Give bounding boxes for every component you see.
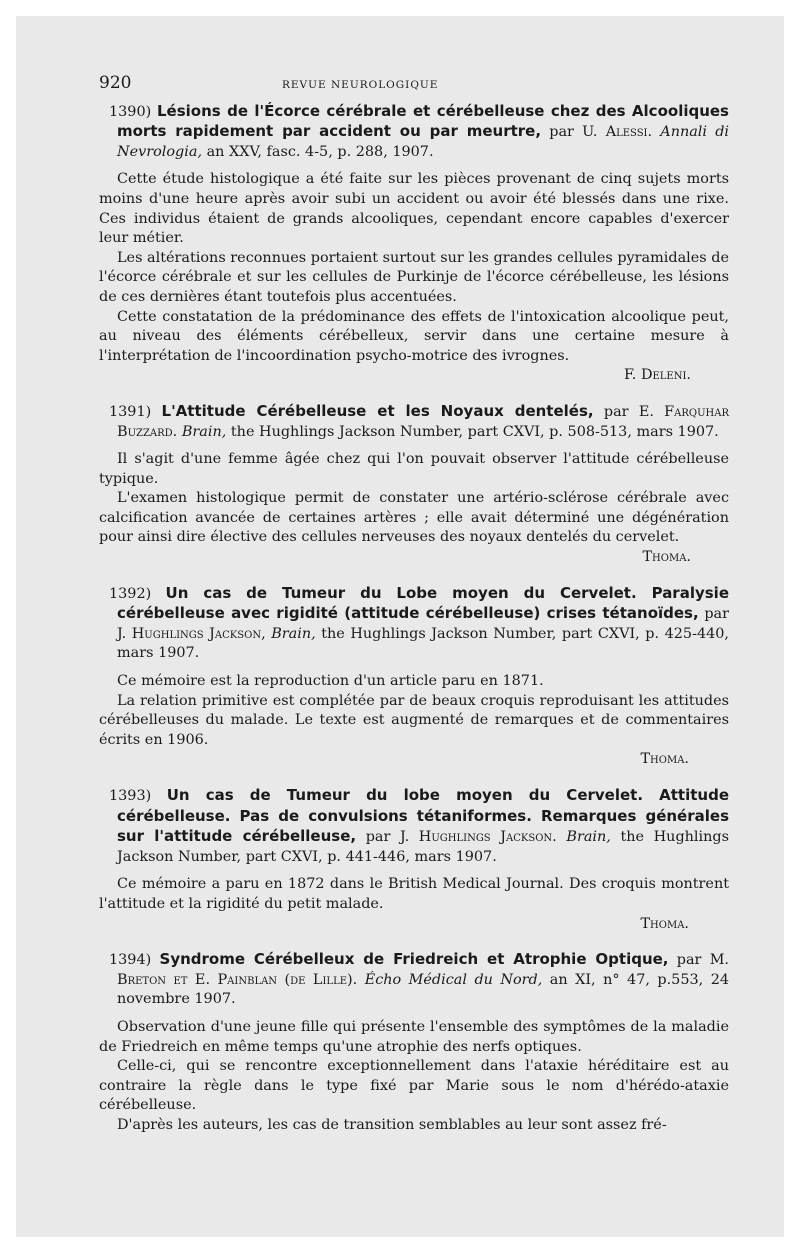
entry-heading: 1391) L'Attitude Cérébelleuse et les Noyaux dentelés, par E. Farquhar Buzzard. Brain, the Hughlings Jackson Number, part CXVI, p. 508-513, mars 1907. [109,401,729,440]
entry-source: Brain, [271,625,316,642]
entry-details: the Hughlings Jackson Number, part CXVI, p. 425-440, mars 1907. [117,625,729,662]
entry-heading: 1392) Un cas de Tumeur du Lobe moyen du Cervelet. Paralysie cérébelleuse avec rigidité (attitude cérébelleuse) crises tétanoïdes, par J. Hughlings Jackson, Brain, the Hughlings Jackson Number, part CXVI, p. 425-440, mars 1907. [109,583,729,662]
entry-signature: Thoma. [642,549,691,566]
abstract-entry [99,950,729,1135]
entry-number: 1394) [109,952,152,969]
entry-paragraph: Il s'agit d'une femme âgée chez qui l'on pouvait observer l'attitude cérébelleuse typique. [99,451,729,487]
entry-source: Annali di Nevrologia, [117,124,730,160]
entry-paragraph: Cette étude histologique a été faite sur les pièces provenant de cinq sujets morts moins d'une heure après avoir subi un accident ou avoir été blessés dans une rixe. Ces individus étaient de grands alcooliques, cependant encore capables d'exercer leur métier. [99,171,729,247]
running-head: REVUE NEUROLOGIQUE [281,79,439,91]
entry-author: E. Farquhar Buzzard. [117,403,729,440]
entry-source: Écho Médical du Nord, [364,971,543,988]
entry-paragraph: L'examen histologique permit de constater une artério-sclérose cérébrale avec calcification avancée de certaines artères ; elle avait déterminé une dégénération pour ainsi dire élective des cellules nerveuses des noyaux dentelés du cervelet. [99,490,729,546]
entry-signature: Thoma. [640,915,689,932]
entry-title: Syndrome Cérébelleux de Friedreich et Atrophie Optique, [159,950,669,969]
entry-paragraph: La relation primitive est complétée par de beaux croquis reproduisant les attitudes cérébelleuses du malade. Le texte est augmenté de remarques et de commentaires écrits en 1906. [99,692,729,748]
entry-paragraph: Les altérations reconnues portaient surtout sur les grandes cellules pyramidales de l'écorce cérébrale et sur les cellules de Purkinje de l'écorce cérébelleuse, les lésions de ces dernières étant toutefois plus accentuées. [99,249,729,305]
abstract-entry [99,102,729,386]
entry-title: Un cas de Tumeur du lobe moyen du Cervelet. Attitude cérébelleuse. Pas de convulsions tétaniformes. Remarques générales sur l'attitude cérébelleuse, [117,786,729,846]
page-header [99,74,729,96]
entry-heading: 1393) Un cas de Tumeur du lobe moyen du Cervelet. Attitude cérébelleuse. Pas de convulsions tétaniformes. Remarques générales sur l'attitude cérébelleuse, par J. Hughlings Jackson. Brain, the Hughlings Jackson Number, part CXVI, p. 441-446, mars 1907. [109,786,729,865]
entry-signature: F. Deleni. [624,367,691,384]
entry-details: the Hughlings Jackson Number, part CXVI, p. 508-513, mars 1907. [226,423,719,440]
entry-paragraph: Celle-ci, qui se rencontre exceptionnellement dans l'ataxie héréditaire est au contraire la règle dans le type fixé par Marie sous le nom d'hérédo-ataxie cérébelleuse. [99,1058,729,1114]
entry-paragraph: D'après les auteurs, les cas de transition semblables au leur sont assez fré- [117,1116,667,1133]
entry-title: Lésions de l'Écorce cérébrale et cérébelleuse chez des Alcooliques morts rapidement par accident ou par meurtre, [117,101,729,141]
entry-author: M. Breton et E. Painblan (de Lille). [117,952,729,988]
entry-heading: 1394) Syndrome Cérébelleux de Friedreich et Atrophie Optique, par M. Breton et E. Painblan (de Lille). Écho Médical du Nord, an XI, n° 47, p.553, 24 novembre 1907. [109,950,730,1008]
entry-paragraph: Ce mémoire a paru en 1872 dans le British Medical Journal. Des croquis montrent l'attitude et la rigidité du petit malade. [99,876,729,912]
entry-title: Un cas de Tumeur du Lobe moyen du Cervelet. Paralysie cérébelleuse avec rigidité (attitude cérébelleuse) crises tétanoïdes, [117,583,729,623]
entry-heading: 1390) Lésions de l'Écorce cérébrale et cérébelleuse chez des Alcooliques morts rapidement par accident ou par meurtre, par U. Alessi. Annali di Nevrologia, an XXV, fasc. 4-5, p. 288, 1907. [109,101,730,160]
entry-author: U. Alessi. [582,124,653,141]
entry-paragraph: Cette constatation de la prédominance des effets de l'intoxication alcoolique peut, au niveau des éléments cérébelleux, servir dans une certaine mesure à l'interprétation de l'incoordination psycho-motrice des ivrognes. [99,308,729,364]
abstract-entry [99,584,729,770]
entry-author: J. Hughlings Jackson, [117,625,266,642]
entry-author: J. Hughlings Jackson. [399,829,557,846]
entry-number: 1392) [109,585,152,602]
entry-details: an XI, n° 47, p.553, 24 novembre 1907. [117,971,730,1008]
abstract-entry [99,402,729,568]
entry-number: 1391) [109,403,152,420]
journal-page [99,74,729,1136]
entry-details: the Hughlings Jackson Number, part CXVI, p. 441-446, mars 1907. [117,829,729,865]
entry-source: Brain, [181,423,227,440]
abstract-entry [99,786,729,934]
page-number: 920 [99,73,132,93]
entry-paragraph: Ce mémoire est la reproduction d'un article paru en 1871. [117,673,544,690]
entry-details: an XXV, fasc. 4-5, p. 288, 1907. [202,143,434,160]
entry-source: Brain, [566,829,611,846]
entry-signature: Thoma. [640,751,689,768]
entry-number: 1393) [109,788,152,804]
entry-title: L'Attitude Cérébelleuse et les Noyaux dentelés, [161,401,594,420]
entry-paragraph: Observation d'une jeune fille qui présente l'ensemble des symptômes de la maladie de Friedreich en même temps qu'une atrophie des nerfs optiques. [99,1018,729,1055]
entry-number: 1390) [109,103,152,120]
